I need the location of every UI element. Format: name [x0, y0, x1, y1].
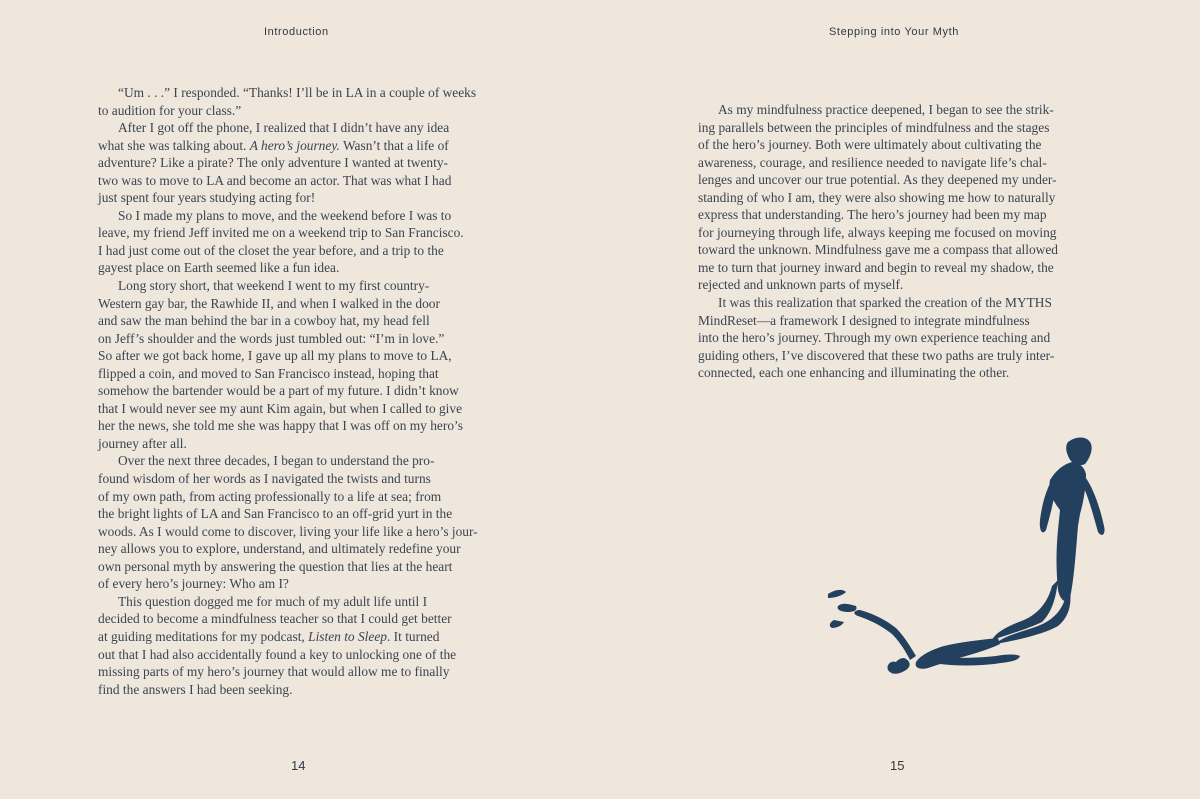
text-line: This question dogged me for much of my adult life until I	[118, 593, 428, 609]
text-line: decided to become a mindfulness teacher so that I could get better	[98, 611, 452, 627]
page-number-left: 14	[291, 758, 306, 773]
text-line: missing parts of my hero’s journey that would allow me to finally	[98, 664, 450, 680]
text-line: me to turn that journey inward and begin to reveal my shadow, the	[698, 259, 1054, 275]
text-line: of my own path, from acting professionally to a life at sea; from	[98, 488, 442, 504]
right-body-text	[698, 101, 1108, 382]
text-line: Over the next three decades, I began to understand the pro-	[118, 453, 435, 469]
left-body-text	[98, 84, 508, 698]
text-line: find the answers I had been seeking.	[98, 681, 293, 697]
text-line: flipped a coin, and moved to San Francisco instead, hoping that	[98, 365, 439, 381]
text-line: MindReset—a framework I designed to integrate mindfulness	[698, 312, 1030, 328]
text-line: adventure? Like a pirate? The only adventure I wanted at twenty-	[98, 155, 448, 171]
text-line: toward the unknown. Mindfulness gave me a compass that allowed	[698, 242, 1058, 258]
text-line: of the hero’s journey. Both were ultimately about cultivating the	[698, 137, 1042, 153]
italic-text-run: A hero’s journey.	[249, 137, 340, 153]
text-line: As my mindfulness practice deepened, I began to see the strik-	[718, 102, 1054, 117]
text-line: lenges and uncover our true potential. As they deepened my under-	[698, 172, 1057, 188]
text-line: It was this realization that sparked the creation of the MYTHS	[718, 295, 1052, 311]
text-line: two was to move to LA and become an actor. That was what I had	[98, 172, 452, 188]
text-line: journey after all.	[98, 435, 187, 451]
text-line: awareness, courage, and resilience needed to navigate life’s chal-	[698, 154, 1047, 170]
text-line: So I made my plans to move, and the weekend before I was to	[118, 207, 452, 223]
text-line: ney allows you to explore, understand, and ultimately redefine your	[98, 541, 461, 557]
text-line: ing parallels between the principles of mindfulness and the stages	[698, 119, 1050, 135]
italic-text-run: Listen to Sleep	[308, 628, 387, 644]
text-line: to audition for your class.”	[98, 102, 242, 118]
text-line: Western gay bar, the Rawhide II, and when I walked in the door	[98, 295, 440, 311]
text-line: rejected and unknown parts of myself.	[698, 277, 904, 293]
text-line: express that understanding. The hero’s journey had been my map	[698, 207, 1047, 223]
text-run: . It turned	[386, 628, 440, 644]
text-line: guiding others, I’ve discovered that these two paths are truly inter-	[698, 347, 1055, 363]
text-line	[98, 137, 508, 155]
text-line: her the news, she told me she was happy that I was off on my hero’s	[98, 418, 463, 434]
running-head-left: Introduction	[264, 26, 329, 38]
running-head-right: Stepping into Your Myth	[829, 26, 959, 38]
text-line: “Um . . .” I responded. “Thanks! I’ll be in LA in a couple of weeks	[118, 85, 477, 100]
text-line: connected, each one enhancing and illuminating the other.	[698, 365, 1010, 381]
text-line: just spent four years studying acting for!	[98, 190, 316, 206]
text-run: at guiding meditations for my podcast,	[98, 628, 309, 644]
text-line: I had just come out of the closet the year before, and a trip to the	[98, 242, 444, 258]
text-line: standing of who I am, they were also showing me how to naturally	[698, 189, 1056, 205]
text-line: out that I had also accidentally found a key to unlocking one of the	[98, 646, 457, 662]
page-number-right: 15	[890, 758, 905, 773]
text-line: the bright lights of LA and San Francisco to an off-grid yurt in the	[98, 506, 453, 522]
figure-with-shadow-icon	[820, 430, 1120, 680]
text-run: Wasn’t that a life of	[339, 137, 449, 153]
text-line: somehow the bartender would be a part of my future. I didn’t know	[98, 383, 459, 399]
right-page	[600, 0, 1200, 799]
text-line: leave, my friend Jeff invited me on a weekend trip to San Francisco.	[98, 225, 464, 241]
text-line: So after we got back home, I gave up all my plans to move to LA,	[98, 348, 452, 364]
text-line: for journeying through life, always keeping me focused on moving	[698, 224, 1057, 240]
text-line: and saw the man behind the bar in a cowboy hat, my head fell	[98, 313, 430, 329]
text-line: woods. As I would come to discover, living your life like a hero’s jour-	[98, 523, 478, 539]
text-run: what she was talking about.	[98, 137, 250, 153]
text-line: found wisdom of her words as I navigated the twists and turns	[98, 471, 431, 487]
text-line: that I would never see my aunt Kim again, but when I called to give	[98, 400, 463, 416]
text-line: Long story short, that weekend I went to my first country-	[118, 278, 430, 294]
text-line: of every hero’s journey: Who am I?	[98, 576, 289, 592]
text-line: own personal myth by answering the question that lies at the heart	[98, 558, 453, 574]
figure-with-shadow-illustration	[820, 430, 1120, 680]
text-line	[98, 628, 508, 646]
text-line: into the hero’s journey. Through my own experience teaching and	[698, 330, 1051, 346]
text-line: on Jeff’s shoulder and the words just tumbled out: “I’m in love.”	[98, 330, 445, 346]
text-line: gayest place on Earth seemed like a fun idea.	[98, 260, 340, 276]
text-line: After I got off the phone, I realized that I didn’t have any idea	[118, 120, 450, 136]
